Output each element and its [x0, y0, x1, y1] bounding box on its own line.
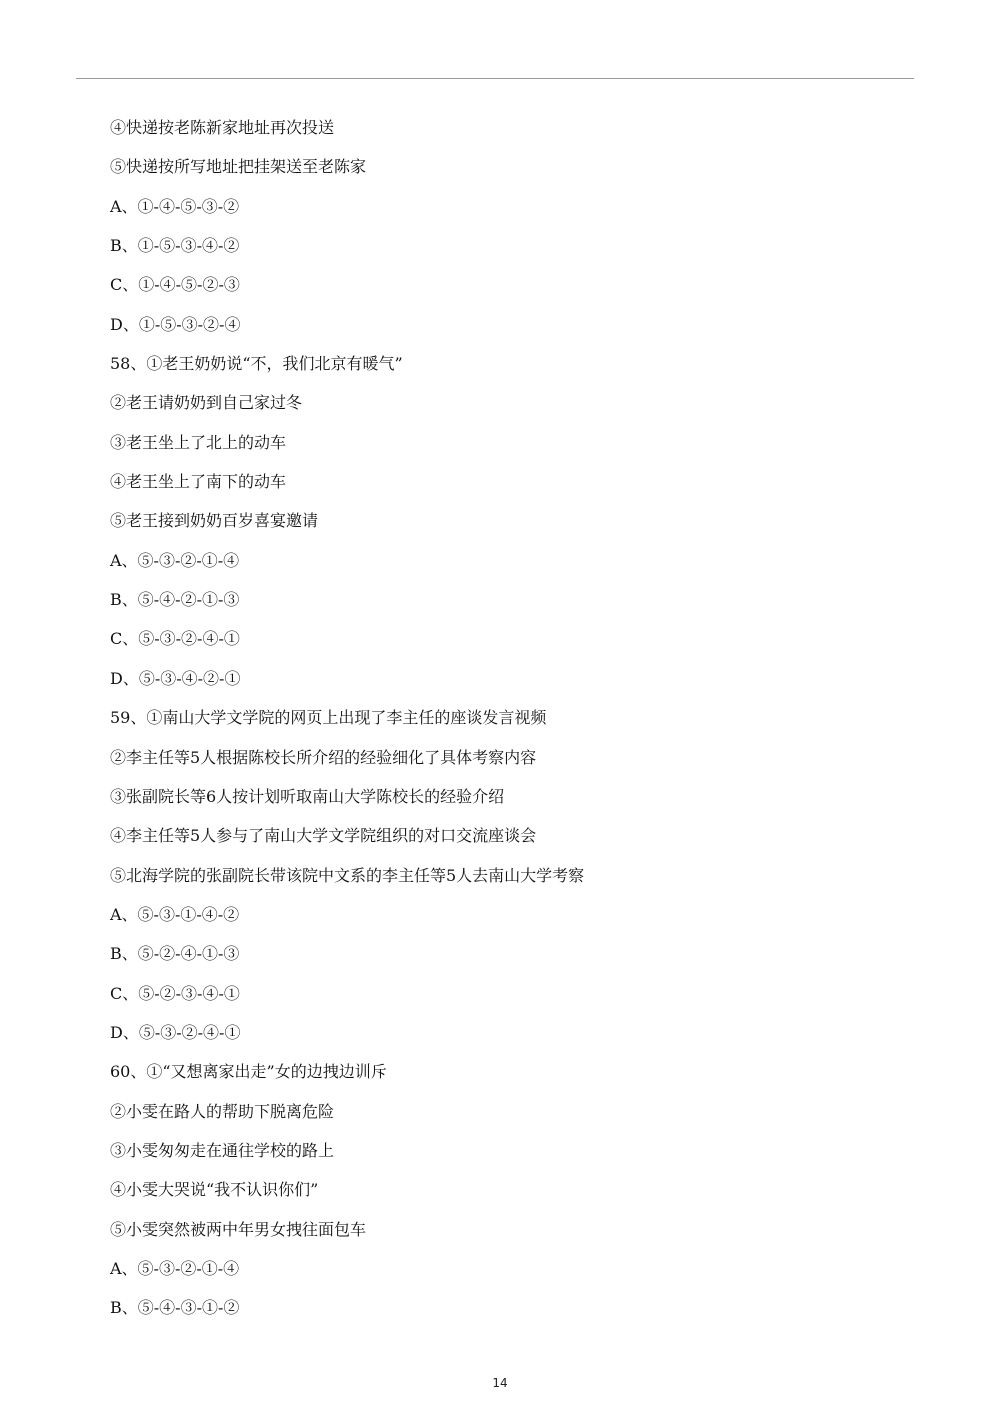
- text-line: ④李主任等5人参与了南山大学文学院组织的对口交流座谈会: [110, 826, 537, 846]
- text-line: ③老王坐上了北上的动车: [110, 432, 287, 452]
- question-content: [110, 108, 910, 1328]
- option-line: D、⑤-③-②-④-①: [110, 1022, 241, 1042]
- page-number: 14: [492, 1376, 508, 1390]
- option-line: C、⑤-②-③-④-①: [110, 983, 240, 1003]
- option-line: B、①-⑤-③-④-②: [110, 236, 240, 256]
- text-line: ④老王坐上了南下的动车: [110, 472, 287, 492]
- option-line: A、⑤-③-②-①-④: [110, 1258, 240, 1278]
- option-line: D、⑤-③-④-②-①: [110, 668, 241, 688]
- option-line: A、⑤-③-①-④-②: [110, 904, 240, 924]
- text-line: ④小雯大哭说“我不认识你们”: [110, 1180, 319, 1200]
- text-line: ②老王请奶奶到自己家过冬: [110, 393, 303, 413]
- text-line: ⑤老王接到奶奶百岁喜宴邀请: [110, 511, 319, 531]
- option-line: A、⑤-③-②-①-④: [110, 550, 240, 570]
- text-line: ④快递按老陈新家地址再次投送: [110, 118, 335, 137]
- text-line: ②李主任等5人根据陈校长所介绍的经验细化了具体考察内容: [110, 747, 537, 767]
- option-line: B、⑤-②-④-①-③: [110, 944, 240, 964]
- option-line: B、⑤-④-③-①-②: [110, 1298, 240, 1318]
- option-line: C、①-④-⑤-②-③: [110, 275, 240, 295]
- text-line: ②小雯在路人的帮助下脱离危险: [110, 1101, 335, 1121]
- text-line: ⑤小雯突然被两中年男女拽往面包车: [110, 1219, 367, 1239]
- text-line: ③张副院长等6人按计划听取南山大学陈校长的经验介绍: [110, 786, 505, 806]
- text-line: ③小雯匆匆走在通往学校的路上: [110, 1140, 335, 1160]
- option-line: D、①-⑤-③-②-④: [110, 314, 241, 334]
- question-60-title: 60、①“又想离家出走”女的边拽边训斥: [110, 1062, 387, 1082]
- option-line: B、⑤-④-②-①-③: [110, 590, 240, 610]
- question-59-title: 59、①南山大学文学院的网页上出现了李主任的座谈发言视频: [110, 708, 547, 728]
- option-line: A、①-④-⑤-③-②: [110, 196, 240, 216]
- text-line: ⑤快递按所写地址把挂架送至老陈家: [110, 157, 367, 177]
- option-line: C、⑤-③-②-④-①: [110, 629, 240, 649]
- header-rule: [76, 78, 914, 79]
- question-58-title: 58、①老王奶奶说“不，我们北京有暖气”: [110, 354, 403, 374]
- text-line: ⑤北海学院的张副院长带该院中文系的李主任等5人去南山大学考察: [110, 865, 585, 885]
